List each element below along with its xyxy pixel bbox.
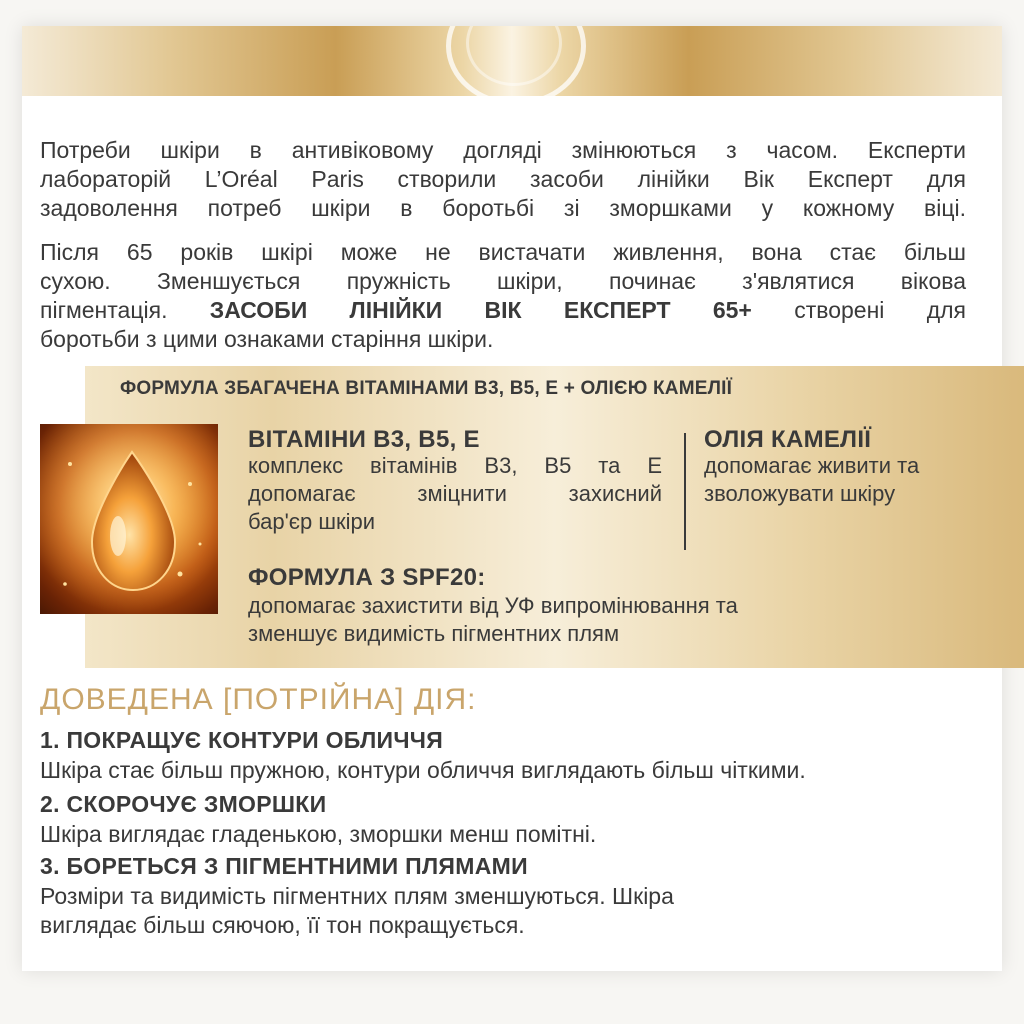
intro-line: лабораторій L’Oréal Paris створили засоби лінійки Вік Експерт для — [40, 166, 966, 192]
proven-action-title: ДОВЕДЕНА [ПОТРІЙНА] ДІЯ: — [40, 683, 477, 716]
serum-drop-image — [40, 424, 218, 614]
spf-line: допомагає захистити від УФ випромінювання та — [248, 593, 738, 618]
product-line-name: ЗАСОБИ ЛІНІЙКИ ВІК ЕКСПЕРТ 65+ — [209, 297, 752, 323]
spf-heading: ФОРМУЛА З SPF20: — [248, 564, 486, 591]
gold-header-band — [22, 26, 1002, 96]
benefit-1-text: Шкіра стає більш пружною, контури обличчя виглядають більш чіткими. — [40, 757, 806, 783]
benefit-3-line: Розміри та видимість пігментних плям зменшуються. Шкіра — [40, 883, 674, 909]
intro-text: створені для — [794, 297, 967, 323]
vitamins-line: допомагає зміцнити захисний — [248, 481, 662, 506]
vitamins-line: бар'єр шкіри — [248, 509, 376, 534]
intro-line: Потреби шкіри в антивіковому догляді змінюються з часом. Експерти — [40, 137, 966, 163]
intro-line: задоволення потреб шкіри в боротьбі зі зморшками у кожному віці. — [40, 195, 966, 221]
vitamins-heading: ВІТАМІНИ В3, В5, Е — [248, 426, 480, 453]
vitamins-line: комплекс вітамінів В3, В5 та Е — [248, 453, 662, 478]
intro-paragraph-2 — [40, 238, 966, 354]
spf-text — [248, 592, 948, 648]
intro-line: сухою. Зменшується пружність шкіри, починає з'являтися вікова — [40, 268, 966, 294]
vitamins-text — [248, 452, 662, 536]
benefit-1-heading: 1. ПОКРАЩУЄ КОНТУРИ ОБЛИЧЧЯ — [40, 727, 444, 753]
column-divider — [684, 433, 686, 550]
drop-icon — [40, 424, 218, 614]
benefit-3-line: виглядає більш сяючою, її тон покращується. — [40, 912, 525, 938]
benefit-3-heading: 3. БОРЕТЬСЯ З ПІГМЕНТНИМИ ПЛЯМАМИ — [40, 853, 528, 879]
intro-line: Після 65 років шкірі може не вистачати живлення, вона стає більш — [40, 239, 966, 265]
camellia-text — [704, 452, 974, 508]
benefit-2-heading: 2. СКОРОЧУЄ ЗМОРШКИ — [40, 791, 327, 817]
camellia-line: зволожувати шкіру — [704, 481, 896, 506]
intro-line: боротьби з цими ознаками старіння шкіри. — [40, 326, 494, 352]
camellia-line: допомагає живити та — [704, 453, 920, 478]
benefit-3-text — [40, 882, 970, 940]
intro-paragraph-1 — [40, 136, 966, 223]
intro-text: пігментація. — [40, 297, 168, 323]
spf-line: зменшує видимість пігментних плям — [248, 621, 620, 646]
intro-line-mixed — [40, 296, 966, 325]
camellia-heading: ОЛІЯ КАМЕЛІЇ — [704, 426, 872, 453]
formula-title: ФОРМУЛА ЗБАГАЧЕНА ВІТАМІНАМИ В3, В5, Е + ОЛІЄЮ КАМЕЛІЇ — [120, 378, 733, 399]
benefit-2-text: Шкіра виглядає гладенькою, зморшки менш помітні. — [40, 821, 597, 847]
